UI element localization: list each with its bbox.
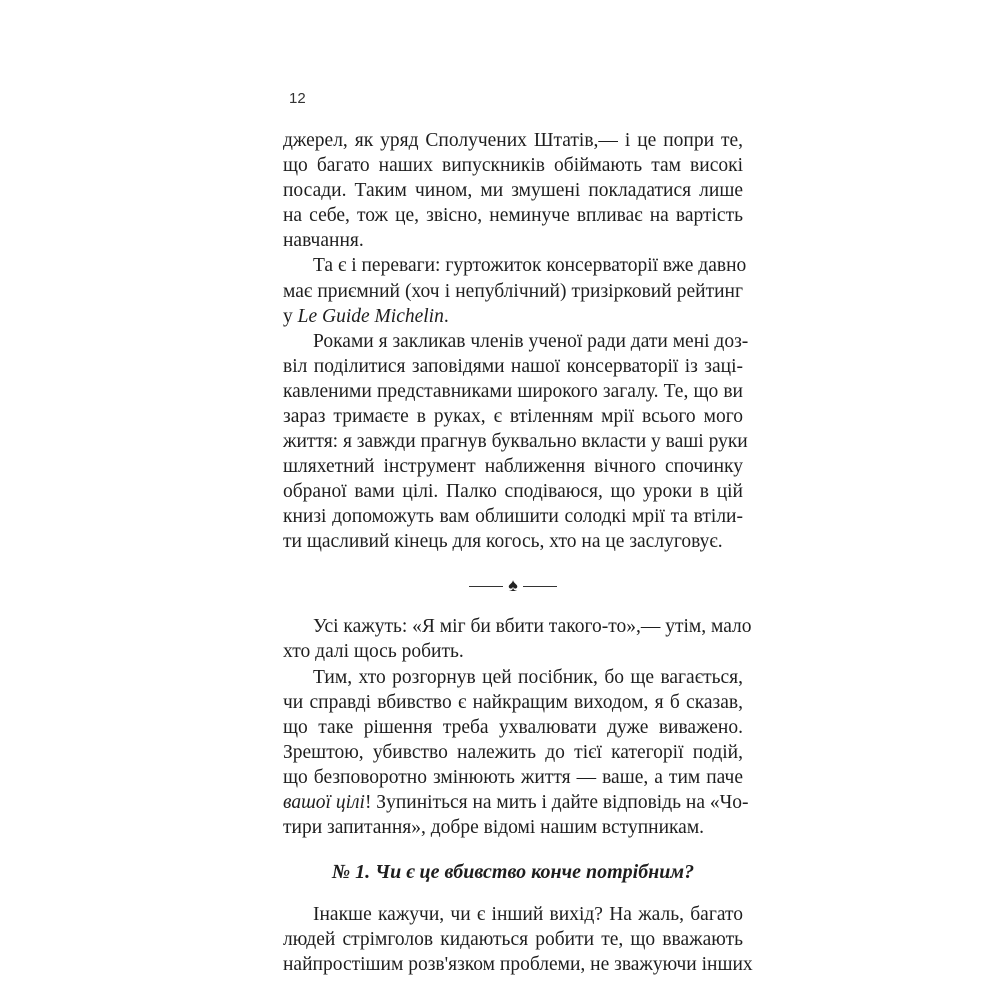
text-line: обраної вами цілі. Палко сподіваюся, що уроки в цій bbox=[283, 481, 743, 502]
text-line: ти щасливий кінець для когось, хто на це заслуговує. bbox=[283, 531, 723, 552]
text-line: джерел, як уряд Сполучених Штатів,— і це попри те, bbox=[283, 130, 743, 151]
text-line: що таке рішення треба ухвалювати дуже виважено. bbox=[283, 717, 743, 738]
text-line: Та є і переваги: гуртожиток консерваторії вже давно bbox=[313, 255, 747, 276]
text-fragment: у bbox=[283, 306, 298, 327]
text-line: чи справді вбивство є найкращим виходом, я б сказав, bbox=[283, 692, 743, 713]
separator-rule bbox=[469, 586, 503, 587]
text-line: тири запитання», добре відомі нашим вступникам. bbox=[283, 817, 705, 838]
text-line: хто далі щось робить. bbox=[283, 641, 464, 662]
text-line: що безповоротно змінюють життя — ваше, а тим паче bbox=[283, 767, 743, 788]
text-line: Тим, хто розгорнув цей посібник, бо ще вагається, bbox=[313, 667, 743, 688]
text-line: посади. Таким чином, ми змушені покладатися лише bbox=[283, 180, 743, 201]
italic-title: Le Guide Michelin bbox=[297, 306, 444, 327]
spade-icon: ♠ bbox=[508, 575, 518, 595]
text-line: Зрештою, убивство належить до тієї категорії подій, bbox=[283, 742, 743, 763]
section-separator bbox=[283, 572, 743, 598]
text-line: Інакше кажучи, чи є інший вихід? На жаль, багато bbox=[313, 904, 743, 925]
italic-phrase: вашої цілі bbox=[283, 792, 365, 813]
text-line bbox=[283, 304, 743, 330]
text-line: віл поділитися заповідями нашої консерваторії із заці- bbox=[283, 356, 743, 377]
text-line: має приємний (хоч і непублічний) тризірковий рейтинг bbox=[283, 281, 743, 302]
text-fragment: ! Зупиніться на мить і дайте відповідь на «Чо- bbox=[364, 792, 749, 813]
text-line: людей стрімголов кидаються робити те, що вважають bbox=[283, 929, 743, 950]
text-line bbox=[283, 790, 749, 816]
text-line: кавленими представниками широкого загалу. Те, що ви bbox=[283, 381, 743, 402]
text-line: шляхетний інструмент наближення вічного спочинку bbox=[283, 456, 743, 477]
text-line: книзі допоможуть вам облишити солодкі мрії та втіли- bbox=[283, 506, 743, 527]
text-line: найпростішим розв'язком проблеми, не зважуючи інших bbox=[283, 954, 753, 975]
page-number: 12 bbox=[289, 90, 306, 107]
separator-rule bbox=[523, 586, 557, 587]
book-page bbox=[283, 0, 753, 1000]
text-line: що багато наших випускників обіймають там високі bbox=[283, 155, 743, 176]
text-line: життя: я завжди прагнув буквально вкласти у ваші руки bbox=[283, 431, 748, 452]
text-line: зараз тримаєте в руках, є втіленням мрії всього мого bbox=[283, 406, 743, 427]
section-heading: № 1. Чи є це вбивство конче потрібним? bbox=[331, 861, 695, 883]
text-line: Усі кажуть: «Я міг би вбити такого-то»,— утім, мало bbox=[313, 616, 752, 637]
text-line: на себе, тож це, звісно, неминуче впливає на вартість bbox=[283, 205, 743, 226]
text-line: навчання. bbox=[283, 230, 364, 251]
text-fragment: . bbox=[443, 306, 449, 327]
text-line: Роками я закликав членів ученої ради дати мені доз- bbox=[313, 331, 749, 352]
